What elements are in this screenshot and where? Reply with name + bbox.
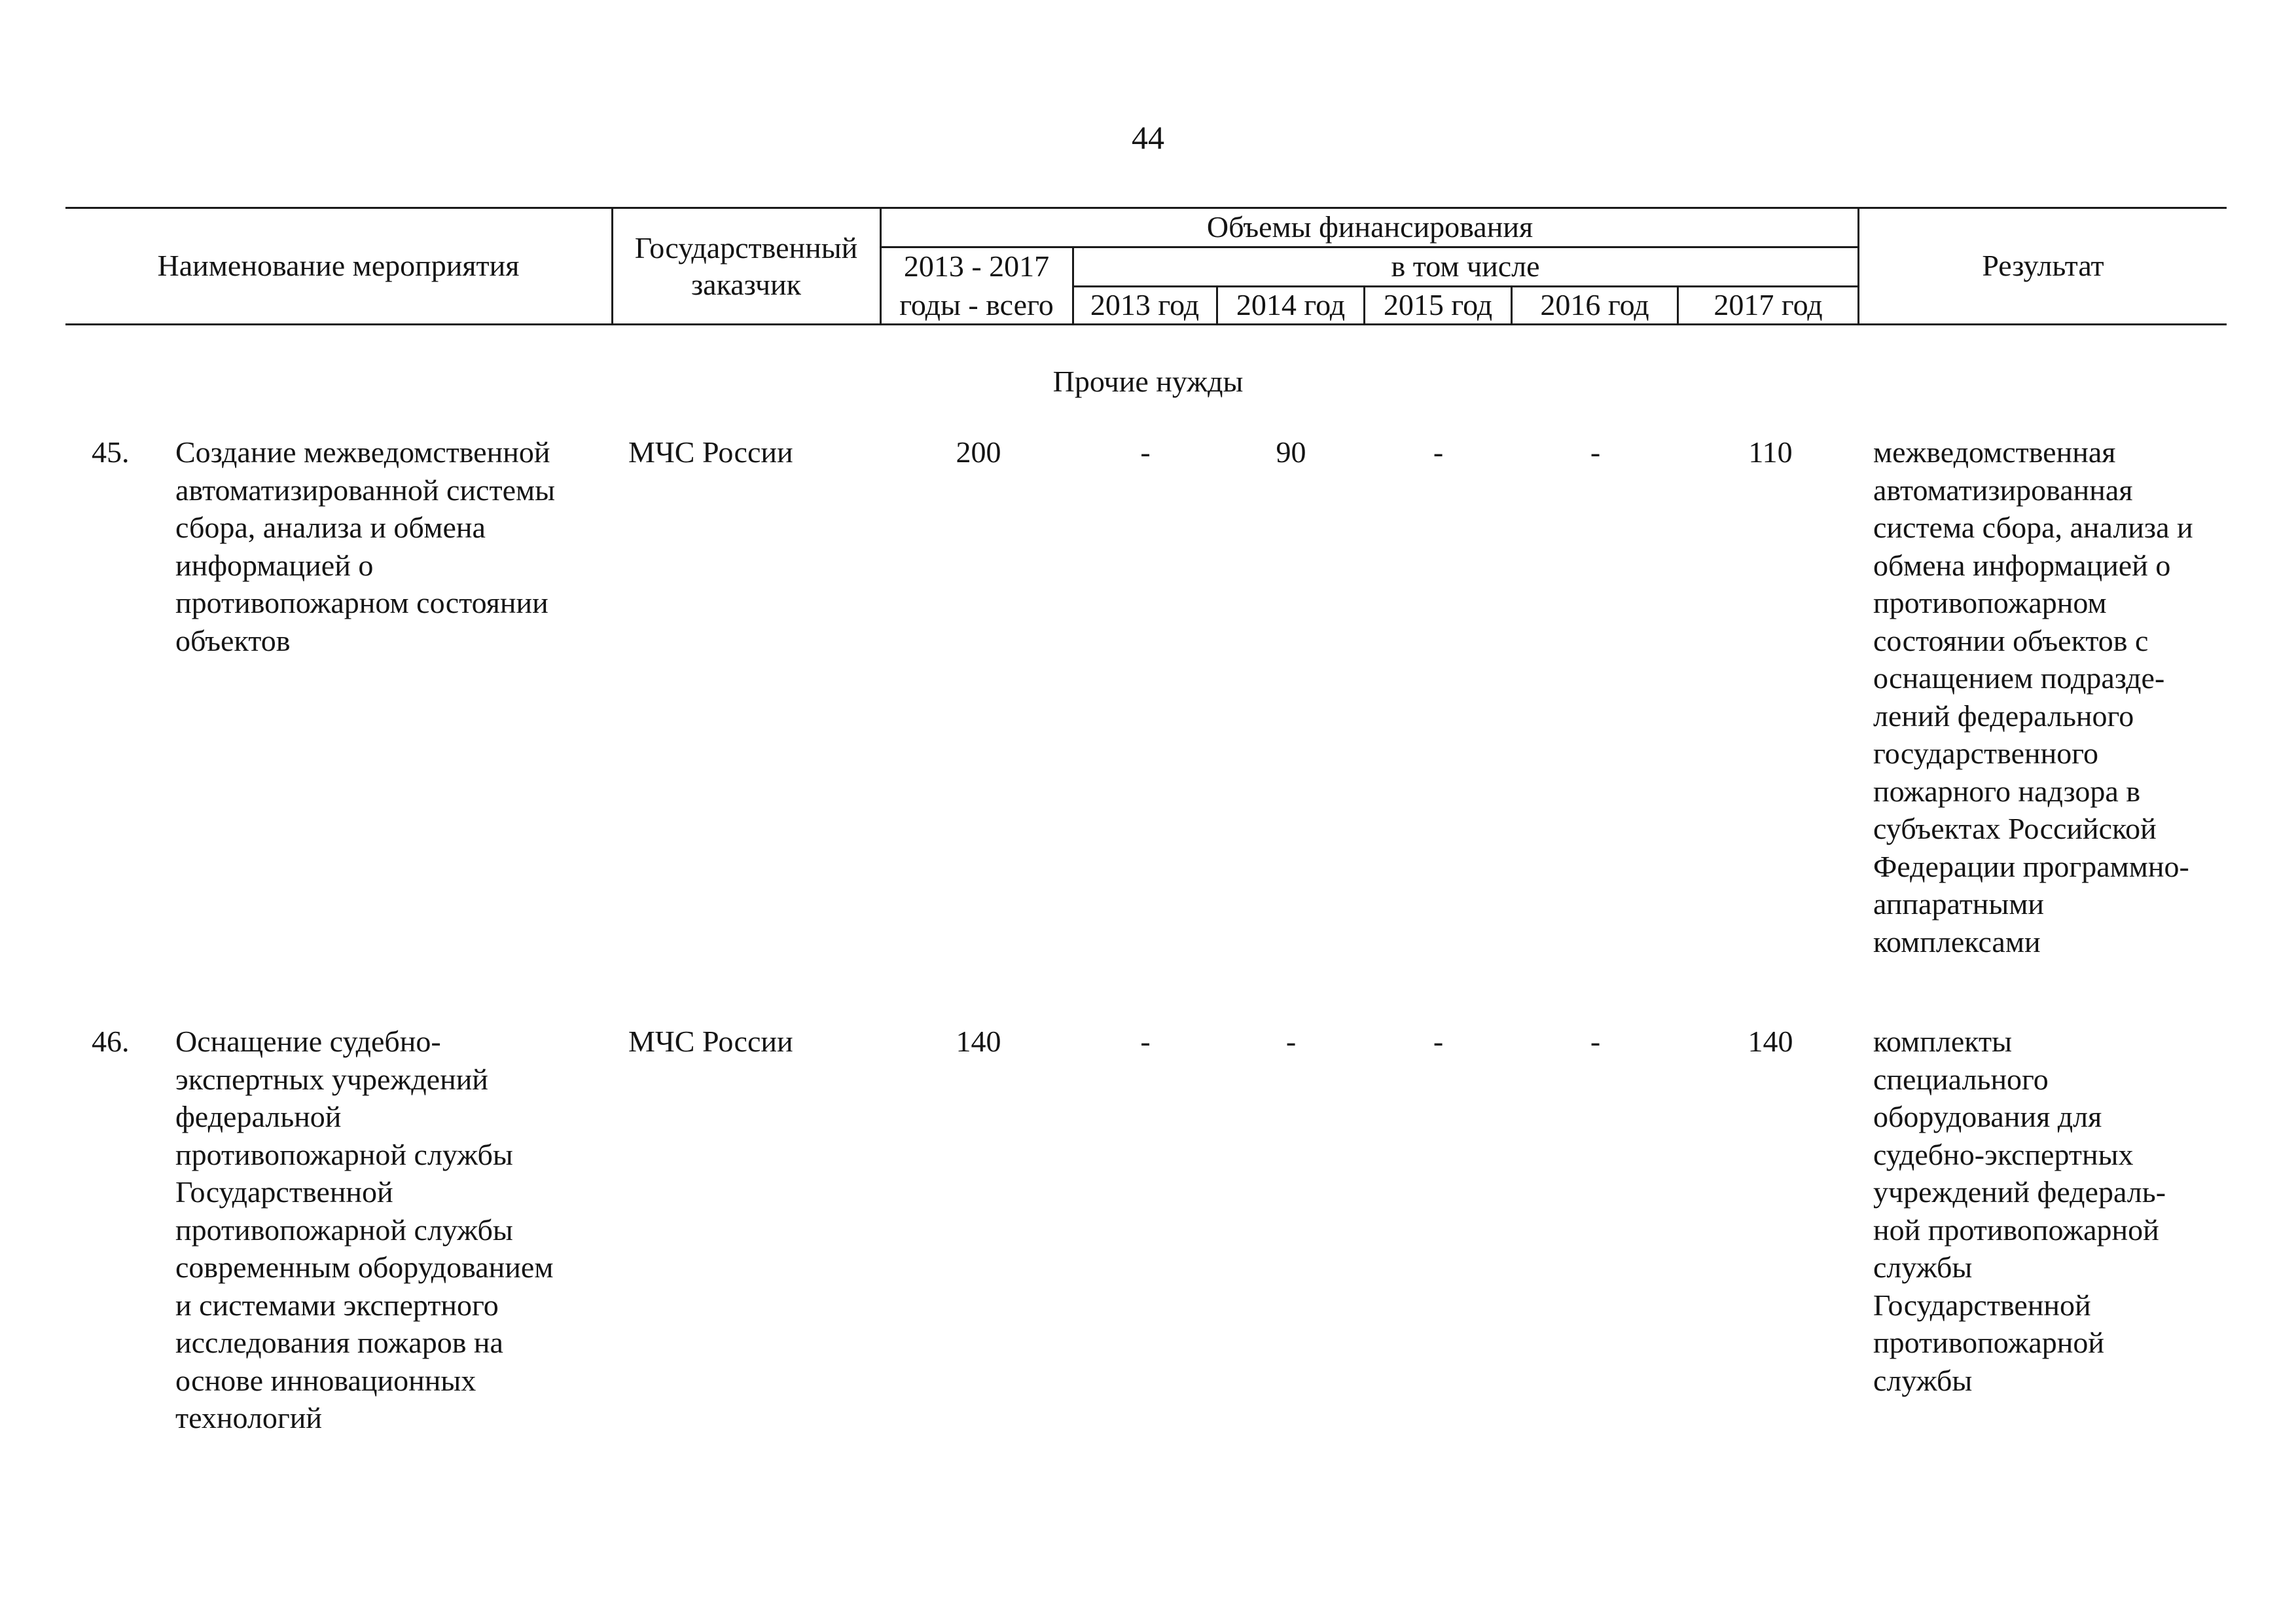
header-divider-name xyxy=(611,207,613,325)
header-total-top: 2013 - 2017 xyxy=(903,249,1050,283)
row-result-line: комплексами xyxy=(1873,924,2041,958)
row-name-line: федеральной xyxy=(175,1100,342,1133)
row-name-line: Оснащение судебно- xyxy=(175,1025,441,1058)
row-value-2015: - xyxy=(1433,435,1444,469)
row-value-2014: 90 xyxy=(1276,435,1306,469)
row-number: 45. xyxy=(92,435,130,469)
row-name-line: технологий xyxy=(175,1401,322,1434)
row-name-line: противопожарном состоянии xyxy=(175,586,548,619)
row-result-line: ной противопожарной xyxy=(1873,1213,2159,1247)
row-result-line: службы xyxy=(1873,1363,1973,1397)
row-result-line: комплекты xyxy=(1873,1025,2012,1058)
section-title: Прочие нужды xyxy=(1052,365,1244,398)
row-value-2017: 110 xyxy=(1748,435,1793,469)
header-year-2014: 2014 год xyxy=(1236,288,1346,321)
row-result xyxy=(1873,433,2266,960)
row-result-line: учреждений федераль- xyxy=(1873,1175,2166,1209)
row-name-line: Государственной xyxy=(175,1175,393,1209)
row-name-line: противопожарной службы xyxy=(175,1213,513,1247)
row-number: 46. xyxy=(92,1025,130,1058)
row-total: 140 xyxy=(956,1025,1001,1058)
header-result: Результат xyxy=(1982,249,2104,282)
header-funding: Объемы финансирования xyxy=(1206,210,1534,244)
row-result-line: субъектах Российской xyxy=(1873,812,2157,845)
header-bottom-rule xyxy=(65,323,2227,325)
row-value-2016: - xyxy=(1590,435,1601,469)
header-total-bottom: годы - всего xyxy=(899,288,1054,321)
row-result-line: противопожарном xyxy=(1873,586,2107,619)
row-result-line: противопожарной xyxy=(1873,1326,2105,1359)
header-year-2015: 2015 год xyxy=(1383,288,1493,321)
header-year-2013: 2013 год xyxy=(1090,288,1200,321)
header-including: в том числе xyxy=(1391,249,1540,283)
row-result-line: состоянии объектов с xyxy=(1873,623,2149,657)
row-result-line: Государственной xyxy=(1873,1288,2091,1322)
row-result-line: оборудования для xyxy=(1873,1100,2102,1133)
row-name-line: экспертных учреждений xyxy=(175,1062,488,1096)
row-result-line: Федерации программно- xyxy=(1873,849,2189,883)
row-value-2013: - xyxy=(1140,1025,1151,1058)
row-name-line: современным оборудованием xyxy=(175,1250,554,1284)
row-name-line: объектов xyxy=(175,623,291,657)
row-result-line: лений федерального xyxy=(1873,699,2134,733)
row-result xyxy=(1873,1023,2266,1399)
row-name xyxy=(175,1023,607,1437)
header-year-2017: 2017 год xyxy=(1713,288,1823,321)
row-value-2013: - xyxy=(1140,435,1151,469)
row-customer: МЧС России xyxy=(628,435,793,469)
row-value-2017: 140 xyxy=(1748,1025,1793,1058)
row-result-line: обмена информацией о xyxy=(1873,548,2171,582)
header-name: Наименование мероприятия xyxy=(157,249,520,282)
header-year-2016: 2016 год xyxy=(1540,288,1649,321)
table-header xyxy=(0,0,2296,340)
page-number: 44 xyxy=(1132,119,1164,156)
row-name-line: основе инновационных xyxy=(175,1363,476,1397)
row-result-line: система сбора, анализа и xyxy=(1873,511,2193,544)
row-total: 200 xyxy=(956,435,1001,469)
header-customer: Государственный заказчик xyxy=(634,231,858,301)
row-name-line: сбора, анализа и обмена xyxy=(175,511,486,544)
row-result-line: судебно-экспертных xyxy=(1873,1137,2134,1171)
row-value-2015: - xyxy=(1433,1025,1444,1058)
row-name-line: исследования пожаров на xyxy=(175,1326,503,1359)
row-result-line: службы xyxy=(1873,1250,1973,1284)
row-result-line: межведомственная xyxy=(1873,435,2116,469)
row-name-line: информацией о xyxy=(175,548,374,582)
row-value-2014: - xyxy=(1285,1025,1297,1058)
row-value-2016: - xyxy=(1590,1025,1601,1058)
row-name-line: и системами экспертного xyxy=(175,1288,499,1322)
row-name-line: Создание межведомственной xyxy=(175,435,550,469)
row-result-line: государственного xyxy=(1873,737,2098,770)
row-result-line: оснащением подразде- xyxy=(1873,661,2165,695)
row-result-line: аппаратными xyxy=(1873,887,2045,921)
row-result-line: пожарного надзора в xyxy=(1873,774,2141,808)
row-result-line: специального xyxy=(1873,1062,2049,1096)
row-name xyxy=(175,433,607,659)
row-customer: МЧС России xyxy=(628,1025,793,1058)
row-result-line: автоматизированная xyxy=(1873,473,2133,507)
row-name-line: автоматизированной системы xyxy=(175,473,556,507)
row-name-line: противопожарной службы xyxy=(175,1137,513,1171)
